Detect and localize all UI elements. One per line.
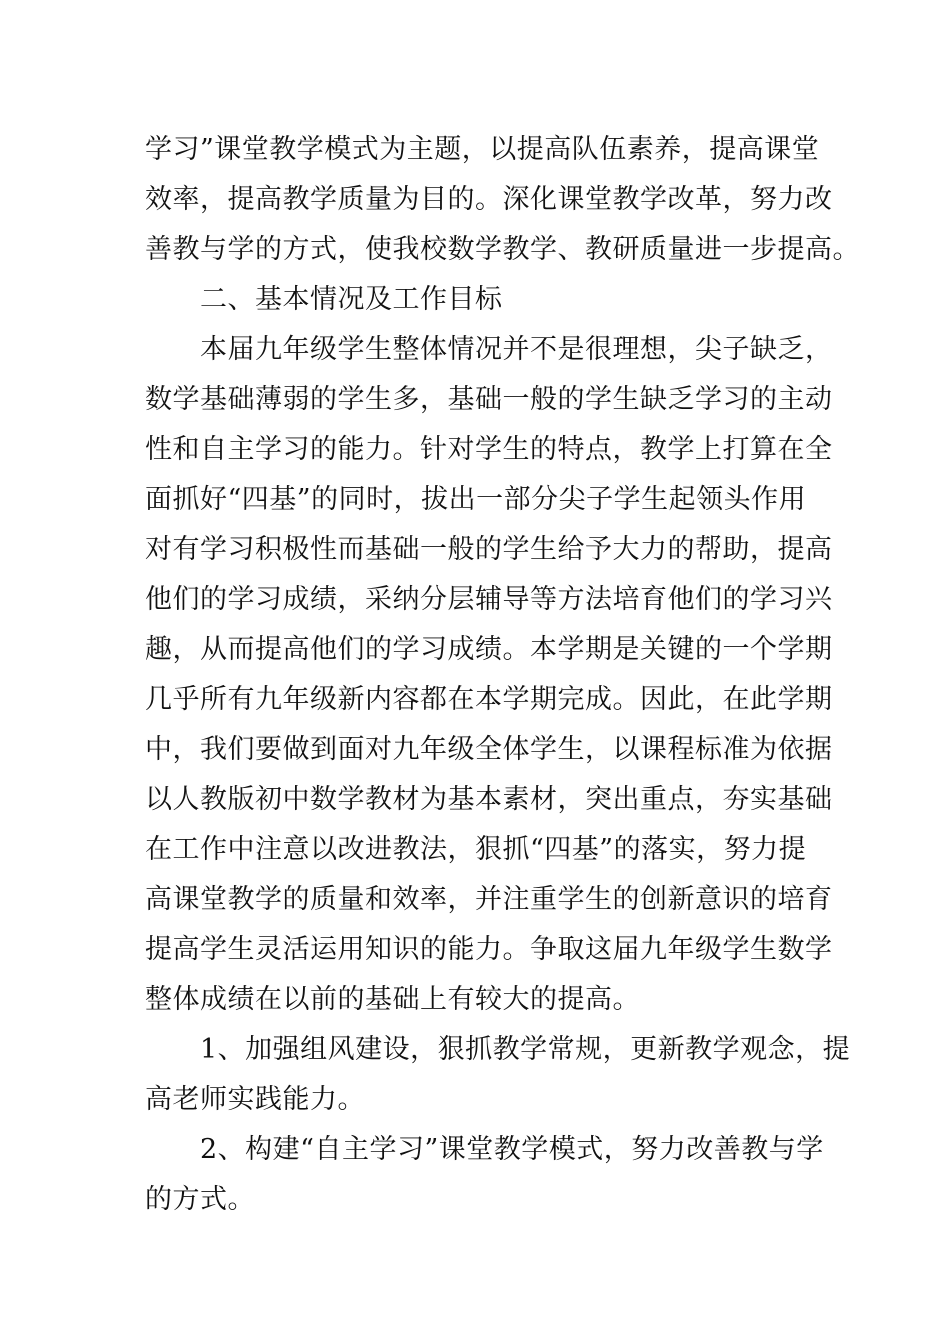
text-line-6: 数学基础薄弱的学生多，基础一般的学生缺乏学习的主动	[145, 384, 833, 415]
text-line-5: 本届九年级学生整体情况并不是很理想，尖子缺乏，	[200, 334, 833, 365]
list-item-1-line-1: 1、加强组风建设，狠抓教学常规，更新教学观念，提	[200, 1034, 851, 1065]
text-line-15: 在工作中注意以改进教法，狠抓“四基”的落实，努力提	[145, 834, 807, 865]
text-line-3: 善教与学的方式，使我校数学教学、教研质量进一步提高。	[145, 234, 860, 265]
text-line-7: 性和自主学习的能力。针对学生的特点，教学上打算在全	[145, 434, 833, 465]
text-line-9: 对有学习积极性而基础一般的学生给予大力的帮助，提高	[145, 534, 833, 565]
text-line-11: 趣，从而提高他们的学习成绩。本学期是关键的一个学期	[145, 634, 833, 665]
text-line-2: 效率，提高教学质量为目的。深化课堂教学改革，努力改	[145, 184, 833, 215]
text-line-10: 他们的学习成绩，采纳分层辅导等方法培育他们的学习兴	[145, 584, 833, 615]
section-heading: 二、基本情况及工作目标	[200, 284, 503, 315]
text-line-16: 高课堂教学的质量和效率，并注重学生的创新意识的培育	[145, 884, 833, 915]
text-line-8: 面抓好“四基”的同时，拔出一部分尖子学生起领头作用	[145, 484, 807, 515]
text-line-14: 以人教版初中数学教材为基本素材，突出重点，夯实基础	[145, 784, 833, 815]
list-item-2-line-1: 2、构建“自主学习”课堂教学模式，努力改善教与学	[200, 1134, 824, 1165]
list-item-2-line-2: 的方式。	[145, 1184, 255, 1215]
text-line-13: 中，我们要做到面对九年级全体学生，以课程标准为依据	[145, 734, 833, 765]
text-line-12: 几乎所有九年级新内容都在本学期完成。因此，在此学期	[145, 684, 833, 715]
text-line-18: 整体成绩在以前的基础上有较大的提高。	[145, 984, 640, 1015]
list-item-1-line-2: 高老师实践能力。	[145, 1084, 365, 1115]
text-line-1: 学习”课堂教学模式为主题，以提高队伍素养，提高课堂	[145, 134, 820, 165]
text-line-17: 提高学生灵活运用知识的能力。争取这届九年级学生数学	[145, 934, 833, 965]
